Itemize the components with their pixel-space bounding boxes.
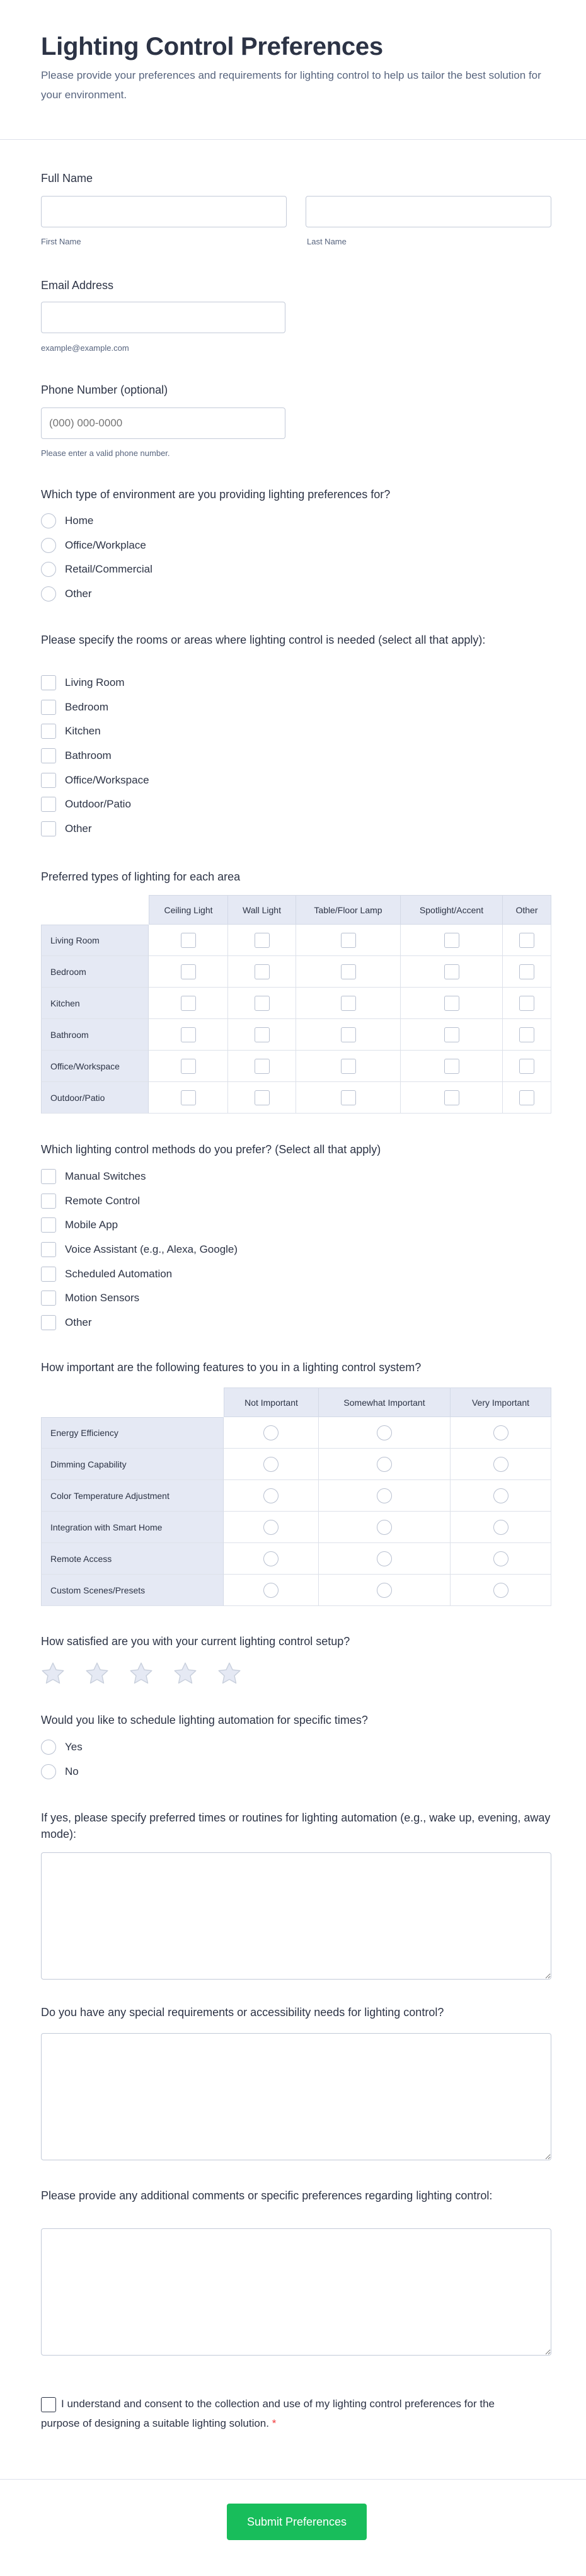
first-name-input[interactable] <box>41 196 287 227</box>
grid-row <box>41 925 551 956</box>
grid-radio[interactable] <box>377 1488 392 1503</box>
row-header: Office/Workspace <box>41 1051 149 1082</box>
grid-cell <box>149 956 228 988</box>
grid-cell <box>451 1449 551 1480</box>
grid-radio[interactable] <box>377 1520 392 1535</box>
grid-cell <box>296 925 401 956</box>
option-scheduled-automation[interactable] <box>41 1262 238 1286</box>
schedule-question: Would you like to schedule lighting automation for specific times? <box>41 1714 368 1726</box>
grid-radio[interactable] <box>493 1457 508 1472</box>
grid-cell <box>503 1082 551 1114</box>
option-motion-sensors[interactable] <box>41 1286 238 1311</box>
option-yes[interactable] <box>41 1735 83 1760</box>
grid-header-row <box>41 895 551 925</box>
row-header: Integration with Smart Home <box>41 1512 224 1543</box>
grid-checkbox[interactable] <box>341 1027 356 1042</box>
column-header: Spotlight/Accent <box>401 895 503 925</box>
full-name-label: Full Name <box>41 172 93 185</box>
option-manual-switches[interactable] <box>41 1165 238 1189</box>
grid-cell <box>149 925 228 956</box>
option-label: Voice Assistant (e.g., Alexa, Google) <box>65 1243 238 1256</box>
column-header: Not Important <box>224 1388 319 1417</box>
option-label: No <box>65 1765 79 1777</box>
grid-checkbox[interactable] <box>341 933 356 948</box>
option-home[interactable] <box>41 509 152 533</box>
star-icon[interactable] <box>128 1660 154 1687</box>
grid-radio[interactable] <box>377 1583 392 1598</box>
option-bathroom[interactable] <box>41 744 149 768</box>
grid-cell <box>296 988 401 1019</box>
grid-cell <box>451 1417 551 1449</box>
methods-options <box>41 1165 238 1335</box>
email-input[interactable] <box>41 302 285 333</box>
option-kitchen[interactable] <box>41 719 149 744</box>
grid-cell <box>228 988 296 1019</box>
checkbox[interactable] <box>41 797 56 812</box>
column-header: Ceiling Light <box>149 895 228 925</box>
consent-text: I understand and consent to the collection and use of my lighting control preferences for the purpose of designing a suitable lighting solution. <box>41 2398 495 2429</box>
last-name-input[interactable] <box>306 196 551 227</box>
star-icon[interactable] <box>84 1660 110 1687</box>
schedule-options <box>41 1735 83 1784</box>
grid-cell <box>296 1019 401 1051</box>
grid-cell <box>224 1417 319 1449</box>
grid-row <box>41 1019 551 1051</box>
grid-cell <box>149 1051 228 1082</box>
checkbox[interactable] <box>41 773 56 788</box>
option-office-workspace[interactable] <box>41 768 149 792</box>
satisfaction-question: How satisfied are you with your current lighting control setup? <box>41 1635 350 1648</box>
grid-checkbox[interactable] <box>519 933 534 948</box>
option-label: Office/Workplace <box>65 539 146 551</box>
lighting-type-grid <box>41 895 551 1114</box>
grid-cell <box>319 1543 451 1575</box>
option-label: Other <box>65 588 92 600</box>
grid-cell <box>224 1512 319 1543</box>
grid-radio[interactable] <box>493 1488 508 1503</box>
importance-question: How important are the following features to you in a lighting control system? <box>41 1361 422 1374</box>
option-label: Other <box>65 822 92 835</box>
option-no[interactable] <box>41 1760 83 1784</box>
grid-cell <box>319 1575 451 1606</box>
grid-cell <box>228 1051 296 1082</box>
grid-cell <box>296 1082 401 1114</box>
grid-radio[interactable] <box>263 1488 279 1503</box>
grid-radio[interactable] <box>493 1425 508 1440</box>
grid-cell <box>224 1449 319 1480</box>
grid-checkbox[interactable] <box>255 996 270 1011</box>
environment-options <box>41 509 152 606</box>
grid-row <box>41 1543 551 1575</box>
option-bedroom[interactable] <box>41 695 149 720</box>
grid-radio[interactable] <box>377 1551 392 1566</box>
grid-checkbox[interactable] <box>519 1090 534 1105</box>
grid-cell <box>401 1019 503 1051</box>
grid-radio[interactable] <box>263 1457 279 1472</box>
grid-cell <box>451 1543 551 1575</box>
grid-cell <box>149 1082 228 1114</box>
phone-label: Phone Number (optional) <box>41 384 168 396</box>
checkbox[interactable] <box>41 1291 56 1306</box>
grid-cell <box>401 1082 503 1114</box>
grid-radio[interactable] <box>263 1520 279 1535</box>
option-label: Kitchen <box>65 725 101 738</box>
grid-cell <box>503 1051 551 1082</box>
grid-cell <box>224 1575 319 1606</box>
radio-button[interactable] <box>41 562 56 577</box>
option-outdoor-patio[interactable] <box>41 792 149 817</box>
page-subtitle: Please provide your preferences and requirements for lighting control to help us tailor the best solution for your environment. <box>41 69 541 101</box>
grid-cell <box>149 1019 228 1051</box>
grid-cell <box>451 1575 551 1606</box>
grid-checkbox[interactable] <box>255 1059 270 1074</box>
row-header: Kitchen <box>41 988 149 1019</box>
email-helper: example@example.com <box>41 343 129 353</box>
radio-button[interactable] <box>41 1764 56 1779</box>
grid-cell <box>228 925 296 956</box>
checkbox[interactable] <box>41 1217 56 1233</box>
environment-question: Which type of environment are you providing lighting preferences for? <box>41 488 391 501</box>
row-header: Dimming Capability <box>41 1449 224 1480</box>
first-name-sublabel: First Name <box>41 237 81 246</box>
option-label: Remote Control <box>65 1194 141 1207</box>
column-header: Somewhat Important <box>319 1388 451 1417</box>
star-icon[interactable] <box>216 1660 243 1687</box>
routines-question: If yes, please specify preferred times or routines for lighting automation (e.g., wake up, evening, away mode): <box>41 1811 551 1840</box>
grid-cell <box>319 1449 451 1480</box>
grid-cell <box>319 1480 451 1512</box>
row-header: Custom Scenes/Presets <box>41 1575 224 1606</box>
grid-cell <box>503 988 551 1019</box>
grid-cell <box>319 1512 451 1543</box>
footer-divider <box>0 2479 586 2480</box>
option-other[interactable] <box>41 817 149 841</box>
grid-row <box>41 1480 551 1512</box>
option-label: Retail/Commercial <box>65 563 152 576</box>
comments-textarea[interactable] <box>41 2228 551 2356</box>
option-label: Manual Switches <box>65 1170 146 1183</box>
grid-checkbox[interactable] <box>255 1090 270 1105</box>
grid-cell <box>319 1417 451 1449</box>
grid-checkbox[interactable] <box>341 1090 356 1105</box>
option-label: Scheduled Automation <box>65 1267 173 1280</box>
lighting-grid-question: Preferred types of lighting for each area <box>41 870 241 883</box>
grid-checkbox[interactable] <box>444 1027 459 1042</box>
column-header: Other <box>503 895 551 925</box>
importance-grid <box>41 1388 551 1606</box>
accessibility-question: Do you have any special requirements or accessibility needs for lighting control? <box>41 2006 444 2019</box>
grid-radio[interactable] <box>263 1425 279 1440</box>
option-mobile-app[interactable] <box>41 1213 238 1238</box>
page-title: Lighting Control Preferences <box>41 33 383 60</box>
option-label: Outdoor/Patio <box>65 798 131 811</box>
grid-cell <box>503 956 551 988</box>
grid-checkbox[interactable] <box>519 1059 534 1074</box>
grid-radio[interactable] <box>493 1520 508 1535</box>
checkbox[interactable] <box>41 700 56 715</box>
grid-checkbox[interactable] <box>519 996 534 1011</box>
row-header: Bedroom <box>41 956 149 988</box>
grid-row <box>41 1512 551 1543</box>
row-header: Living Room <box>41 925 149 956</box>
option-remote-control[interactable] <box>41 1189 238 1214</box>
grid-row <box>41 956 551 988</box>
grid-checkbox[interactable] <box>255 933 270 948</box>
grid-checkbox[interactable] <box>444 996 459 1011</box>
option-retail-commercial[interactable] <box>41 557 152 582</box>
checkbox[interactable] <box>41 1267 56 1282</box>
grid-row <box>41 1051 551 1082</box>
option-other[interactable] <box>41 1311 238 1335</box>
routines-textarea[interactable] <box>41 1852 551 1980</box>
grid-cell <box>503 1019 551 1051</box>
grid-checkbox[interactable] <box>255 1027 270 1042</box>
radio-button[interactable] <box>41 538 56 553</box>
consent-checkbox[interactable] <box>41 2397 56 2412</box>
radio-button[interactable] <box>41 586 56 601</box>
row-header: Energy Efficiency <box>41 1417 224 1449</box>
option-label: Yes <box>65 1741 83 1753</box>
accessibility-textarea[interactable] <box>41 2033 551 2160</box>
column-header: Very Important <box>451 1388 551 1417</box>
star-icon[interactable] <box>40 1660 66 1687</box>
grid-checkbox[interactable] <box>341 996 356 1011</box>
grid-checkbox[interactable] <box>181 1027 196 1042</box>
grid-checkbox[interactable] <box>181 1059 196 1074</box>
grid-checkbox[interactable] <box>444 964 459 979</box>
grid-checkbox[interactable] <box>444 933 459 948</box>
grid-cell <box>228 956 296 988</box>
phone-helper: Please enter a valid phone number. <box>41 448 170 458</box>
header-divider <box>0 139 586 140</box>
rooms-options <box>41 671 149 841</box>
required-mark: * <box>272 2417 277 2429</box>
grid-checkbox[interactable] <box>444 1090 459 1105</box>
grid-row <box>41 1417 551 1449</box>
option-label: Motion Sensors <box>65 1292 140 1304</box>
option-label: Office/Workspace <box>65 773 149 786</box>
radio-button[interactable] <box>41 513 56 528</box>
grid-cell <box>296 956 401 988</box>
option-label: Mobile App <box>65 1219 118 1231</box>
option-label: Bathroom <box>65 749 112 762</box>
email-label: Email Address <box>41 279 114 292</box>
grid-cell <box>228 1082 296 1114</box>
grid-cell <box>401 1051 503 1082</box>
grid-cell <box>296 1051 401 1082</box>
grid-checkbox[interactable] <box>181 933 196 948</box>
column-header: Table/Floor Lamp <box>296 895 401 925</box>
grid-radio[interactable] <box>263 1551 279 1566</box>
grid-checkbox[interactable] <box>255 964 270 979</box>
grid-radio[interactable] <box>377 1457 392 1472</box>
option-label: Bedroom <box>65 700 108 713</box>
star-rating <box>40 1660 243 1687</box>
option-office-workplace[interactable] <box>41 533 152 558</box>
phone-input[interactable] <box>41 407 285 439</box>
grid-cell <box>451 1480 551 1512</box>
grid-cell <box>224 1480 319 1512</box>
checkbox[interactable] <box>41 821 56 836</box>
option-living-room[interactable] <box>41 671 149 695</box>
grid-cell <box>401 956 503 988</box>
last-name-sublabel: Last Name <box>307 237 347 246</box>
checkbox[interactable] <box>41 748 56 763</box>
row-header: Remote Access <box>41 1543 224 1575</box>
grid-radio[interactable] <box>263 1583 279 1598</box>
grid-row <box>41 988 551 1019</box>
grid-corner <box>41 1388 224 1417</box>
grid-row <box>41 1575 551 1606</box>
grid-row <box>41 1082 551 1114</box>
option-label: Other <box>65 1316 92 1328</box>
checkbox[interactable] <box>41 1315 56 1330</box>
row-header: Color Temperature Adjustment <box>41 1480 224 1512</box>
grid-checkbox[interactable] <box>181 964 196 979</box>
grid-cell <box>401 988 503 1019</box>
row-header: Bathroom <box>41 1019 149 1051</box>
rooms-question: Please specify the rooms or areas where lighting control is needed (select all that apply): <box>41 634 486 646</box>
grid-cell <box>503 925 551 956</box>
methods-question: Which lighting control methods do you prefer? (Select all that apply) <box>41 1143 381 1156</box>
star-icon[interactable] <box>172 1660 198 1687</box>
grid-cell <box>451 1512 551 1543</box>
option-label: Living Room <box>65 676 125 689</box>
checkbox[interactable] <box>41 1169 56 1184</box>
radio-button[interactable] <box>41 1740 56 1755</box>
grid-row <box>41 1449 551 1480</box>
grid-radio[interactable] <box>377 1425 392 1440</box>
checkbox[interactable] <box>41 1242 56 1257</box>
submit-button[interactable]: Submit Preferences <box>227 2504 367 2540</box>
option-voice-assistant-e-g-alexa-google-[interactable] <box>41 1238 238 1262</box>
grid-checkbox[interactable] <box>519 1027 534 1042</box>
grid-header-row <box>41 1388 551 1417</box>
grid-cell <box>149 988 228 1019</box>
row-header: Outdoor/Patio <box>41 1082 149 1114</box>
grid-checkbox[interactable] <box>444 1059 459 1074</box>
grid-checkbox[interactable] <box>181 1090 196 1105</box>
option-label: Home <box>65 515 94 527</box>
checkbox[interactable] <box>41 724 56 739</box>
grid-radio[interactable] <box>493 1551 508 1566</box>
grid-checkbox[interactable] <box>181 996 196 1011</box>
grid-radio[interactable] <box>493 1583 508 1598</box>
checkbox[interactable] <box>41 675 56 690</box>
grid-checkbox[interactable] <box>341 964 356 979</box>
grid-checkbox[interactable] <box>519 964 534 979</box>
column-header: Wall Light <box>228 895 296 925</box>
checkbox[interactable] <box>41 1194 56 1209</box>
consent-field <box>41 2394 501 2433</box>
grid-cell <box>228 1019 296 1051</box>
comments-question: Please provide any additional comments or specific preferences regarding lighting control: <box>41 2189 493 2202</box>
grid-checkbox[interactable] <box>341 1059 356 1074</box>
option-other[interactable] <box>41 582 152 607</box>
grid-cell <box>401 925 503 956</box>
grid-cell <box>224 1543 319 1575</box>
grid-corner <box>41 895 149 925</box>
